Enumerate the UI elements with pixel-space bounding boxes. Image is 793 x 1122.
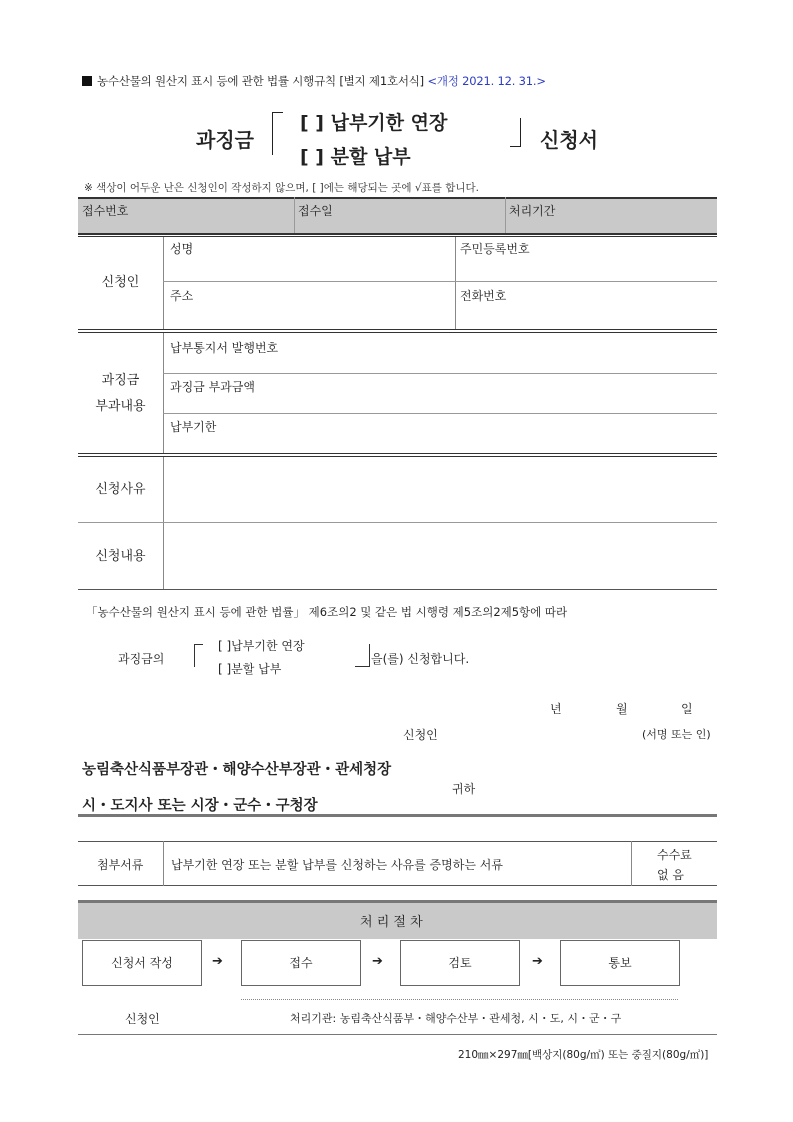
revision-text: <개정 2021. 12. 31.> [427, 74, 546, 88]
step-notification: 통보 [560, 940, 680, 986]
divider [78, 456, 717, 457]
date-year: 년 [550, 702, 562, 716]
addressee-line1: 농림축산식품부장관・해양수산부장관・관세청장 [82, 762, 392, 778]
fee-value: 없 음 [657, 868, 684, 882]
title-bracket-left [272, 112, 283, 155]
divider [505, 197, 506, 233]
receipt-date-label: 접수일 [298, 204, 333, 218]
square-bullet-icon [82, 76, 92, 86]
notice-number-label: 납부통지서 발행번호 [170, 341, 279, 355]
divider [163, 281, 717, 282]
divider [78, 589, 717, 590]
divider [455, 237, 456, 329]
divider [163, 457, 164, 590]
statement-bracket-left [194, 644, 203, 667]
statement-option-extension[interactable]: [ ]납부기한 연장 [218, 639, 305, 653]
title-option-extension[interactable]: [ ] 납부기한 연장 [300, 112, 448, 134]
address-label: 주소 [170, 289, 194, 303]
processing-period-label: 처리기간 [509, 204, 556, 218]
phone-label: 전화번호 [460, 289, 507, 303]
signature-hint: (서명 또는 인) [642, 728, 711, 741]
attachment-label: 첨부서류 [97, 858, 144, 872]
date-month: 월 [616, 702, 628, 716]
step-review: 검토 [400, 940, 520, 986]
receipt-number-label: 접수번호 [82, 204, 129, 218]
divider [163, 413, 717, 414]
statement-bracket-right [355, 644, 370, 667]
divider [163, 333, 164, 453]
addressee-line2: 시・도지사 또는 시장・군수・구청장 [82, 798, 318, 814]
penalty-section-label-1: 과징금 [101, 373, 140, 388]
divider [78, 841, 717, 842]
law-form-text: 농수산물의 원산지 표시 등에 관한 법률 시행규칙 [별지 제1호서식] [97, 74, 424, 88]
statement-option-installment[interactable]: [ ]분할 납부 [218, 662, 282, 676]
arrow-right-icon: ➔ [372, 954, 383, 969]
divider [163, 373, 717, 374]
divider [78, 885, 717, 886]
step-application: 신청서 작성 [82, 940, 202, 986]
honorific: 귀하 [452, 782, 476, 796]
arrow-right-icon: ➔ [212, 954, 223, 969]
title-bracket-right [510, 118, 521, 147]
step-receipt: 접수 [241, 940, 361, 986]
divider [78, 332, 717, 333]
title-option-installment[interactable]: [ ] 분할 납부 [300, 146, 411, 168]
divider [78, 233, 717, 235]
divider [631, 841, 632, 886]
processing-agency: 처리기관: 농림축산식품부・해양수산부・관세청, 시・도, 시・군・구 [290, 1012, 622, 1025]
divider [78, 329, 717, 330]
divider [78, 1034, 717, 1035]
date-day: 일 [681, 702, 693, 716]
divider [78, 522, 717, 523]
procedure-applicant: 신청인 [125, 1012, 160, 1026]
office-use-band [78, 197, 717, 233]
divider [163, 841, 164, 886]
applicant-section-label: 신청인 [101, 275, 140, 290]
divider [78, 197, 717, 199]
signature-applicant-label: 신청인 [403, 728, 438, 742]
procedure-title: 처 리 절 차 [360, 915, 423, 930]
divider [78, 814, 717, 817]
divider [78, 453, 717, 454]
content-label: 신청내용 [95, 549, 146, 564]
attachment-content: 납부기한 연장 또는 분할 납부를 신청하는 사유를 증명하는 서류 [171, 858, 503, 872]
arrow-right-icon: ➔ [532, 954, 543, 969]
statement-prefix: 과징금의 [118, 652, 165, 666]
divider [163, 237, 164, 329]
divider [294, 197, 295, 233]
agency-divider [241, 999, 678, 1000]
payment-deadline-label: 납부기한 [170, 420, 217, 434]
name-label: 성명 [170, 242, 194, 256]
fee-label: 수수료 [657, 848, 692, 862]
divider [78, 236, 717, 237]
reason-label: 신청사유 [95, 482, 146, 497]
title-suffix: 신청서 [540, 128, 598, 152]
resident-number-label: 주민등록번호 [460, 242, 530, 256]
penalty-section-label-2: 부과내용 [95, 399, 146, 414]
statement-suffix: 을(를) 신청합니다. [371, 652, 470, 666]
paper-spec: 210㎜×297㎜[백상지(80g/㎡) 또는 중질지(80g/㎡)] [458, 1049, 709, 1061]
legal-basis-text: 「농수산물의 원산지 표시 등에 관한 법률」 제6조의2 및 같은 법 시행령 제5조의2제5항에 따라 [86, 605, 568, 619]
form-header [82, 73, 546, 89]
penalty-amount-label: 과징금 부과금액 [170, 380, 255, 394]
title-prefix: 과징금 [196, 128, 254, 152]
instruction-note: ※ 색상이 어두운 난은 신청인이 작성하지 않으며, [ ]에는 해당되는 곳에 √표를 합니다. [84, 182, 479, 194]
